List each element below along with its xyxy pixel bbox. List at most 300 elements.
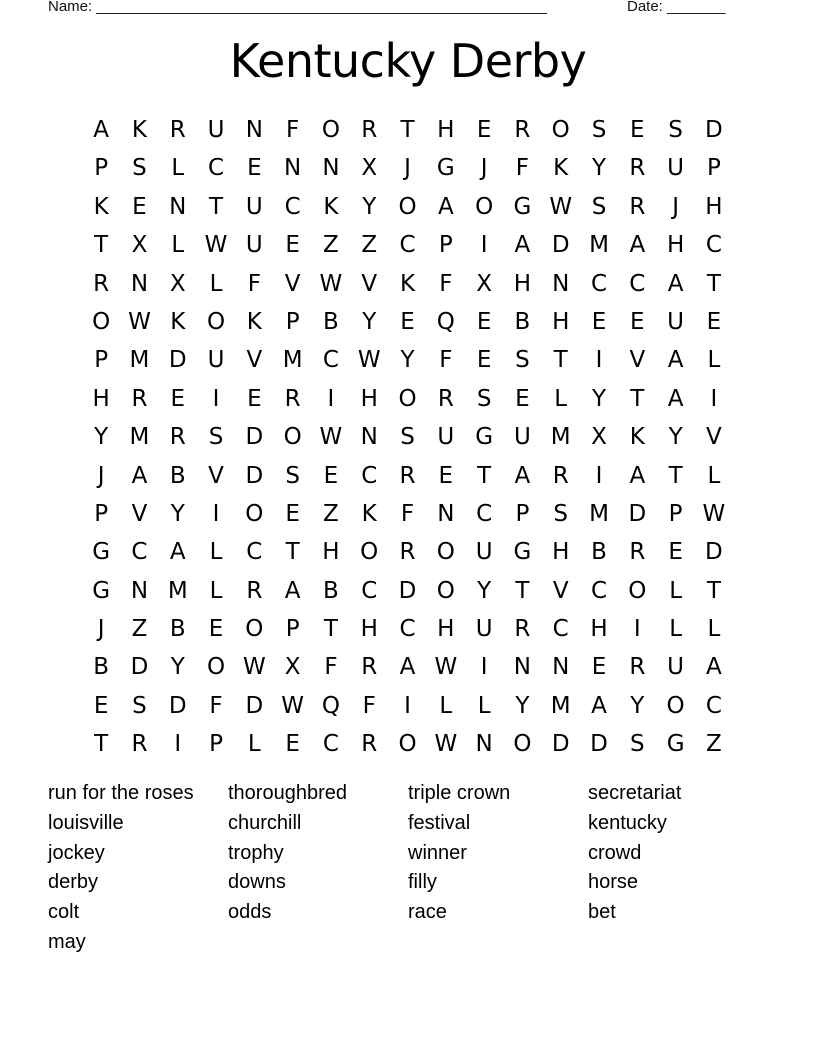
grid-letter: R bbox=[361, 654, 378, 681]
grid-letter: E bbox=[247, 385, 262, 412]
grid-letter: I bbox=[174, 731, 182, 758]
grid-letter: W bbox=[434, 731, 458, 758]
grid-letter: A bbox=[284, 577, 301, 604]
grid-letter: S bbox=[285, 462, 300, 489]
word-list-item: trophy bbox=[228, 841, 284, 864]
grid-letter: H bbox=[322, 539, 340, 566]
grid-letter: E bbox=[247, 155, 262, 182]
grid-letter: T bbox=[706, 270, 721, 297]
grid-letter: W bbox=[702, 500, 726, 527]
page-title: Kentucky Derby bbox=[229, 34, 587, 88]
grid-letter: R bbox=[361, 731, 378, 758]
grid-letter: C bbox=[131, 539, 148, 566]
grid-letter: A bbox=[93, 117, 110, 143]
grid-letter: C bbox=[399, 232, 416, 259]
grid-letter: O bbox=[398, 385, 417, 412]
grid-letter: V bbox=[629, 347, 646, 374]
word-list-item: horse bbox=[588, 871, 639, 894]
grid-letter: F bbox=[515, 155, 530, 182]
grid-letter: Y bbox=[515, 692, 530, 719]
grid-letter: E bbox=[208, 616, 224, 643]
grid-letter: D bbox=[628, 500, 647, 527]
grid-letter: Y bbox=[170, 654, 185, 681]
grid-letter: W bbox=[549, 193, 573, 220]
grid-letter: S bbox=[591, 117, 607, 143]
word-list-item: churchill bbox=[228, 811, 302, 834]
name-field[interactable]: Name: ______________________________________________________ bbox=[48, 0, 547, 15]
word-list-item: jockey bbox=[48, 841, 105, 864]
grid-letter: A bbox=[399, 654, 416, 681]
grid-letter: D bbox=[245, 424, 264, 451]
grid-letter: M bbox=[550, 692, 571, 719]
grid-letter: O bbox=[436, 577, 455, 604]
grid-row bbox=[82, 113, 733, 151]
grid-letter: J bbox=[97, 462, 105, 489]
grid-letter: T bbox=[668, 462, 683, 489]
grid-letter: A bbox=[667, 385, 684, 412]
grid-letter: K bbox=[323, 193, 339, 220]
grid-letter: C bbox=[208, 155, 225, 182]
grid-letter: U bbox=[667, 654, 685, 681]
grid-letter: L bbox=[171, 232, 185, 259]
grid-letter: P bbox=[515, 500, 530, 527]
grid-letter: C bbox=[705, 232, 722, 259]
grid-letter: M bbox=[129, 424, 150, 451]
grid-letter: D bbox=[590, 731, 608, 758]
grid-letter: G bbox=[436, 155, 455, 182]
grid-letter: A bbox=[706, 654, 722, 681]
grid-letter: I bbox=[480, 654, 488, 681]
grid-letter: Y bbox=[362, 193, 377, 220]
grid-letter: J bbox=[480, 155, 488, 182]
grid-letter: S bbox=[515, 347, 530, 374]
grid-letter: E bbox=[630, 117, 645, 143]
grid-letter: W bbox=[242, 654, 266, 681]
word-list-item: louisville bbox=[48, 811, 124, 834]
grid-letter: I bbox=[480, 232, 488, 259]
grid-letter: U bbox=[475, 539, 493, 566]
grid-letter: E bbox=[285, 731, 300, 758]
grid-letter: E bbox=[515, 385, 530, 412]
grid-letter: I bbox=[327, 385, 335, 412]
grid-letter: M bbox=[589, 232, 609, 259]
grid-letter: N bbox=[130, 270, 149, 297]
word-search-grid bbox=[82, 113, 733, 766]
grid-letter: P bbox=[668, 500, 683, 527]
grid-letter: M bbox=[282, 347, 303, 374]
grid-letter: I bbox=[595, 462, 603, 489]
grid-row bbox=[82, 497, 733, 535]
grid-letter: C bbox=[246, 539, 263, 566]
grid-letter: S bbox=[132, 155, 147, 182]
grid-letter: M bbox=[550, 424, 571, 451]
grid-letter: D bbox=[130, 654, 149, 681]
grid-letter: D bbox=[551, 731, 570, 758]
grid-letter: N bbox=[552, 270, 570, 297]
grid-letter: K bbox=[399, 270, 416, 297]
grid-letter: L bbox=[707, 616, 721, 643]
grid-letter: F bbox=[400, 500, 415, 527]
grid-letter: O bbox=[513, 731, 532, 758]
grid-letter: O bbox=[398, 193, 417, 220]
grid-letter: O bbox=[206, 308, 226, 335]
grid-letter: E bbox=[591, 308, 607, 335]
grid-letter: F bbox=[286, 117, 300, 143]
grid-letter: A bbox=[667, 270, 684, 297]
grid-row bbox=[82, 382, 733, 420]
grid-letter: P bbox=[94, 155, 109, 182]
grid-letter: B bbox=[514, 308, 531, 335]
grid-letter: G bbox=[666, 731, 685, 758]
grid-letter: H bbox=[360, 616, 378, 643]
grid-row bbox=[82, 574, 733, 612]
grid-letter: U bbox=[207, 117, 225, 143]
grid-letter: F bbox=[324, 654, 338, 681]
grid-letter: U bbox=[437, 424, 455, 451]
grid-letter: P bbox=[285, 616, 300, 643]
grid-letter: H bbox=[552, 308, 570, 335]
grid-letter: E bbox=[476, 117, 492, 143]
grid-letter: A bbox=[437, 193, 454, 220]
grid-letter: Y bbox=[668, 424, 683, 451]
grid-letter: R bbox=[131, 731, 148, 758]
grid-letter: O bbox=[436, 539, 455, 566]
grid-letter: K bbox=[629, 424, 645, 451]
grid-letter: T bbox=[706, 577, 721, 604]
grid-letter: L bbox=[439, 692, 453, 719]
grid-letter: D bbox=[245, 462, 264, 489]
word-list-item: festival bbox=[408, 811, 471, 834]
grid-letter: O bbox=[551, 117, 570, 143]
grid-letter: A bbox=[629, 462, 646, 489]
grid-letter: A bbox=[131, 462, 148, 489]
grid-letter: E bbox=[285, 232, 300, 259]
grid-letter: N bbox=[475, 731, 493, 758]
grid-letter: N bbox=[284, 155, 302, 182]
grid-letter: B bbox=[591, 539, 607, 566]
grid-letter: L bbox=[554, 385, 568, 412]
grid-letter: R bbox=[399, 539, 416, 566]
grid-letter: E bbox=[706, 308, 722, 335]
grid-letter: X bbox=[361, 155, 378, 182]
grid-letter: E bbox=[170, 385, 186, 412]
grid-letter: A bbox=[629, 232, 646, 259]
grid-letter: I bbox=[710, 385, 718, 412]
grid-letter: I bbox=[212, 385, 220, 412]
grid-letter: C bbox=[476, 500, 493, 527]
grid-letter: C bbox=[705, 692, 722, 719]
grid-letter: C bbox=[590, 577, 608, 604]
grid-letter: D bbox=[705, 117, 723, 143]
grid-letter: O bbox=[475, 193, 494, 220]
grid-letter: Z bbox=[706, 731, 722, 758]
grid-letter: P bbox=[94, 347, 109, 374]
grid-letter: T bbox=[553, 347, 568, 374]
grid-letter: G bbox=[513, 193, 532, 220]
grid-letter: U bbox=[667, 155, 685, 182]
grid-letter: C bbox=[629, 270, 646, 297]
word-list-item: bet bbox=[588, 901, 616, 924]
grid-letter: Y bbox=[477, 577, 492, 604]
grid-letter: A bbox=[591, 692, 607, 719]
grid-letter: Z bbox=[131, 616, 148, 643]
word-list-item: thoroughbred bbox=[228, 782, 347, 804]
grid-letter: G bbox=[475, 424, 494, 451]
grid-row bbox=[82, 689, 733, 727]
grid-letter: A bbox=[514, 232, 531, 259]
grid-letter: H bbox=[513, 270, 532, 297]
grid-letter: N bbox=[360, 424, 378, 451]
word-list-item: may bbox=[48, 930, 86, 953]
grid-letter: W bbox=[319, 424, 343, 451]
grid-letter: S bbox=[132, 692, 147, 719]
grid-letter: R bbox=[169, 424, 186, 451]
grid-letter: N bbox=[552, 654, 570, 681]
grid-letter: R bbox=[552, 462, 569, 489]
grid-letter: K bbox=[361, 500, 377, 527]
grid-letter: J bbox=[672, 193, 679, 220]
grid-letter: W bbox=[281, 692, 304, 719]
grid-letter: C bbox=[284, 193, 301, 220]
grid-letter: Y bbox=[170, 500, 185, 527]
grid-letter: W bbox=[357, 347, 381, 374]
grid-letter: K bbox=[170, 308, 186, 335]
grid-letter: U bbox=[207, 347, 225, 374]
grid-letter: C bbox=[322, 347, 339, 374]
grid-letter: U bbox=[475, 616, 493, 643]
grid-letter: E bbox=[630, 308, 645, 335]
date-field[interactable]: Date: _______ bbox=[627, 0, 726, 15]
grid-letter: X bbox=[591, 424, 607, 451]
word-list-item: crowd bbox=[588, 841, 642, 864]
grid-letter: O bbox=[206, 654, 226, 681]
word-list-item: derby bbox=[48, 871, 99, 894]
grid-letter: R bbox=[629, 193, 646, 220]
grid-letter: A bbox=[169, 539, 186, 566]
word-list-item: colt bbox=[48, 901, 80, 924]
grid-letter: R bbox=[629, 155, 646, 182]
grid-letter: U bbox=[513, 424, 531, 451]
grid-letter: R bbox=[361, 117, 378, 143]
grid-letter: R bbox=[514, 616, 531, 643]
grid-letter: F bbox=[209, 692, 223, 719]
grid-letter: J bbox=[404, 155, 411, 182]
grid-letter: L bbox=[477, 692, 491, 719]
grid-row bbox=[82, 151, 733, 189]
grid-letter: V bbox=[246, 347, 263, 374]
grid-letter: U bbox=[245, 193, 263, 220]
grid-letter: H bbox=[92, 385, 110, 412]
grid-row bbox=[82, 650, 733, 688]
grid-letter: L bbox=[209, 539, 223, 566]
grid-letter: Y bbox=[591, 155, 607, 182]
grid-letter: H bbox=[590, 616, 608, 643]
grid-row bbox=[82, 190, 733, 228]
grid-letter: I bbox=[404, 692, 411, 719]
grid-letter: C bbox=[552, 616, 569, 643]
grid-letter: P bbox=[438, 232, 453, 259]
grid-letter: M bbox=[167, 577, 188, 604]
word-list-item: race bbox=[408, 901, 447, 924]
grid-letter: N bbox=[130, 577, 149, 604]
grid-letter: M bbox=[129, 347, 150, 374]
grid-letter: R bbox=[284, 385, 301, 412]
grid-letter: O bbox=[628, 577, 647, 604]
grid-letter: F bbox=[439, 347, 453, 374]
grid-letter: M bbox=[589, 500, 609, 527]
grid-letter: O bbox=[398, 731, 417, 758]
grid-letter: D bbox=[551, 232, 570, 259]
grid-letter: P bbox=[94, 500, 109, 527]
grid-letter: G bbox=[92, 539, 111, 566]
grid-letter: H bbox=[552, 539, 570, 566]
grid-letter: S bbox=[668, 117, 683, 143]
grid-row bbox=[82, 727, 733, 765]
grid-letter: S bbox=[630, 731, 645, 758]
grid-letter: I bbox=[595, 347, 603, 374]
grid-row bbox=[82, 459, 733, 497]
grid-letter: D bbox=[168, 347, 187, 374]
grid-letter: R bbox=[629, 539, 646, 566]
grid-letter: L bbox=[669, 577, 683, 604]
grid-letter: K bbox=[93, 193, 109, 220]
grid-letter: L bbox=[247, 731, 261, 758]
grid-letter: S bbox=[208, 424, 224, 451]
grid-letter: S bbox=[591, 193, 607, 220]
grid-letter: Y bbox=[591, 385, 607, 412]
grid-letter: T bbox=[94, 731, 109, 758]
grid-letter: B bbox=[93, 654, 110, 681]
grid-letter: V bbox=[706, 424, 722, 451]
grid-letter: E bbox=[438, 462, 454, 489]
word-list-item: kentucky bbox=[588, 811, 667, 834]
word-list-item: winner bbox=[408, 841, 467, 864]
grid-letter: L bbox=[209, 577, 223, 604]
grid-letter: X bbox=[284, 654, 301, 681]
grid-letter: O bbox=[321, 117, 340, 143]
grid-letter: D bbox=[705, 539, 723, 566]
grid-letter: C bbox=[361, 577, 378, 604]
grid-letter: Y bbox=[630, 692, 645, 719]
grid-letter: D bbox=[398, 577, 417, 604]
grid-letter: T bbox=[209, 193, 224, 220]
grid-letter: Y bbox=[94, 424, 109, 451]
grid-letter: N bbox=[513, 654, 532, 681]
word-list-item: run for the roses bbox=[48, 782, 194, 804]
grid-letter: G bbox=[513, 539, 532, 566]
grid-letter: K bbox=[131, 117, 147, 143]
grid-letter: V bbox=[284, 270, 301, 297]
grid-letter: C bbox=[361, 462, 378, 489]
grid-letter: N bbox=[437, 500, 455, 527]
grid-row bbox=[82, 535, 733, 573]
grid-letter: E bbox=[591, 654, 607, 681]
grid-row bbox=[82, 420, 733, 458]
grid-letter: L bbox=[171, 155, 185, 182]
grid-letter: Z bbox=[323, 500, 339, 527]
grid-letter: E bbox=[400, 308, 415, 335]
grid-letter: V bbox=[131, 500, 148, 527]
grid-letter: N bbox=[169, 193, 187, 220]
grid-letter: V bbox=[208, 462, 224, 489]
grid-letter: P bbox=[285, 308, 300, 335]
grid-letter: Y bbox=[400, 347, 415, 374]
grid-letter: D bbox=[245, 692, 264, 719]
grid-letter: Z bbox=[361, 232, 378, 259]
word-list-item: triple crown bbox=[408, 782, 511, 804]
grid-letter: K bbox=[553, 155, 569, 182]
grid-letter: C bbox=[590, 270, 608, 297]
grid-row bbox=[82, 612, 733, 650]
grid-letter: R bbox=[514, 117, 531, 143]
grid-letter: X bbox=[169, 270, 186, 297]
grid-letter: W bbox=[434, 654, 458, 681]
grid-letter: E bbox=[476, 308, 492, 335]
grid-letter: R bbox=[246, 577, 263, 604]
grid-letter: B bbox=[323, 308, 339, 335]
grid-letter: V bbox=[552, 577, 569, 604]
word-list-item: filly bbox=[408, 871, 437, 894]
grid-letter: Z bbox=[323, 232, 339, 259]
grid-letter: O bbox=[245, 616, 264, 643]
grid-letter: O bbox=[245, 500, 264, 527]
grid-letter: R bbox=[169, 117, 186, 143]
grid-letter: L bbox=[209, 270, 223, 297]
grid-letter: P bbox=[209, 731, 223, 758]
grid-letter: P bbox=[706, 155, 721, 182]
grid-letter: H bbox=[666, 232, 685, 259]
grid-row bbox=[82, 343, 733, 381]
grid-letter: U bbox=[245, 232, 263, 259]
grid-letter: E bbox=[476, 347, 492, 374]
word-list-item: secretariat bbox=[588, 782, 682, 804]
grid-letter: Q bbox=[436, 308, 455, 335]
grid-letter: N bbox=[245, 117, 263, 143]
grid-letter: W bbox=[319, 270, 343, 297]
grid-letter: X bbox=[131, 232, 148, 259]
grid-letter: F bbox=[439, 270, 453, 297]
grid-row bbox=[82, 267, 733, 305]
grid-letter: E bbox=[668, 539, 683, 566]
grid-letter: F bbox=[247, 270, 261, 297]
word-list bbox=[48, 779, 768, 958]
grid-letter: E bbox=[93, 692, 109, 719]
grid-letter: K bbox=[246, 308, 262, 335]
grid-letter: L bbox=[669, 616, 683, 643]
grid-letter: R bbox=[629, 654, 646, 681]
grid-letter: O bbox=[92, 308, 111, 335]
grid-letter: L bbox=[707, 347, 721, 374]
grid-letter: T bbox=[323, 616, 338, 643]
grid-letter: Y bbox=[362, 308, 377, 335]
grid-letter: E bbox=[285, 500, 300, 527]
grid-letter: R bbox=[131, 385, 148, 412]
grid-letter: A bbox=[514, 462, 531, 489]
grid-letter: T bbox=[400, 117, 415, 143]
grid-letter: V bbox=[361, 270, 378, 297]
grid-letter: S bbox=[476, 385, 492, 412]
grid-row bbox=[82, 305, 733, 343]
grid-letter: E bbox=[132, 193, 147, 220]
grid-letter: R bbox=[437, 385, 454, 412]
grid-letter: A bbox=[667, 347, 684, 374]
grid-letter: C bbox=[322, 731, 339, 758]
grid-letter: R bbox=[399, 462, 416, 489]
grid-letter: J bbox=[97, 616, 105, 643]
grid-letter: W bbox=[128, 308, 151, 335]
grid-letter: X bbox=[476, 270, 492, 297]
grid-letter: F bbox=[362, 692, 376, 719]
